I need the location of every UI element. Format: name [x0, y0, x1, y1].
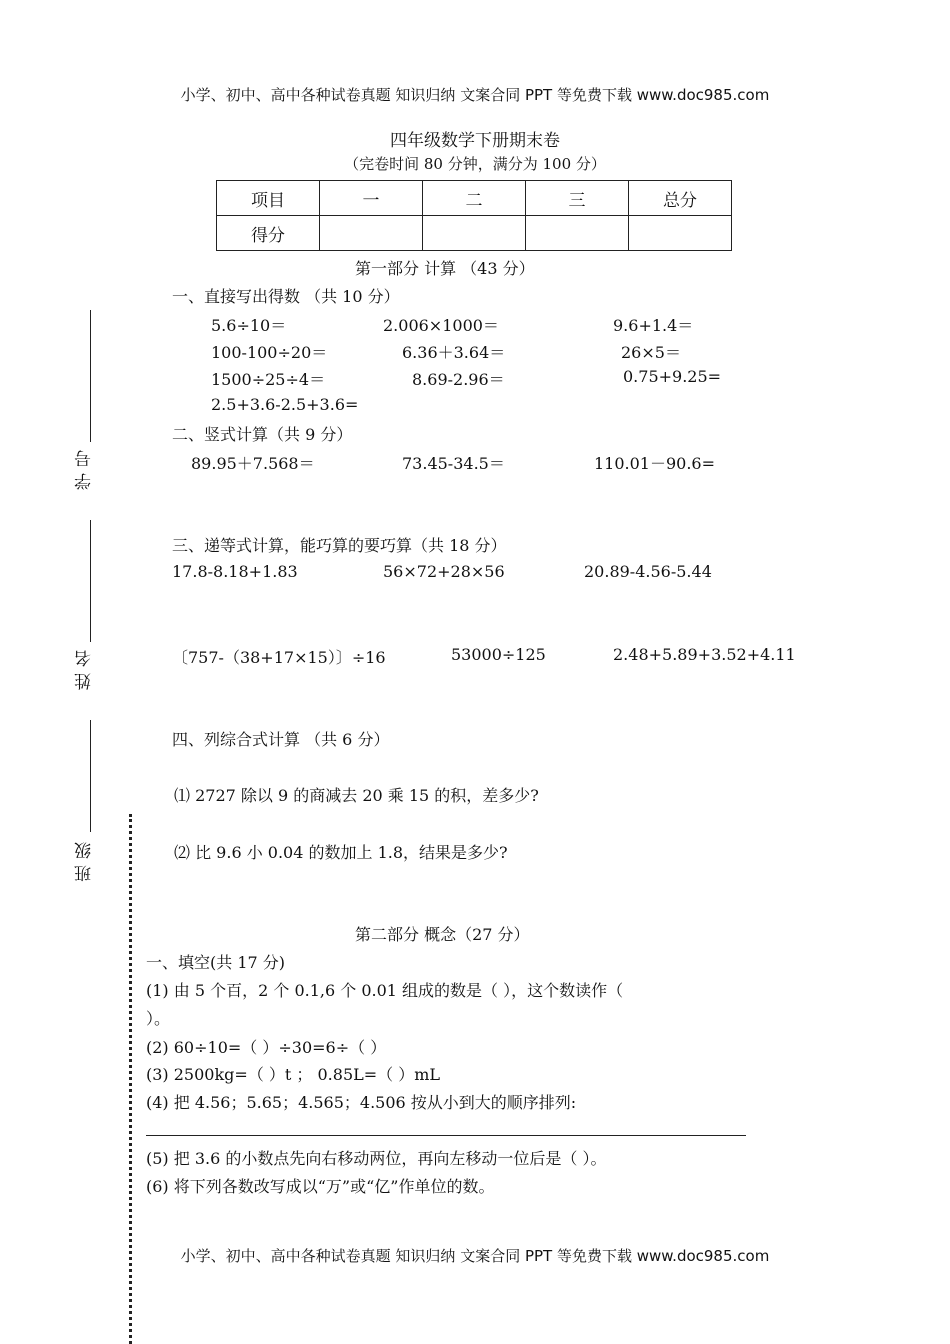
part1-q4-title: 四、列综合式计算 （共 6 分） [172, 730, 390, 749]
calc-item: 100-100÷20＝ [211, 343, 328, 362]
step-calc-item: 17.8-8.18+1.83 [172, 562, 298, 581]
fill-item: (4) 把 4.56；5.65；4.565；4.506 按从小到大的顺序排列: [146, 1093, 577, 1112]
score-table-header-row [217, 181, 732, 216]
vertical-calc-item: 73.45-34.5＝ [402, 454, 505, 473]
score-header-cell: 二 [423, 181, 526, 216]
score-table-score-row [217, 216, 732, 251]
class-label: 班级 [75, 836, 95, 882]
student-no-line [90, 310, 91, 442]
score-header-cell: 总分 [629, 181, 732, 216]
score-cell[interactable] [526, 216, 629, 251]
part1-q3-title: 三、递等式计算，能巧算的要巧算（共 18 分） [172, 536, 507, 555]
part2-q1-title: 一、填空(共 17 分) [146, 953, 286, 972]
score-table [216, 180, 732, 251]
step-calc-item: 20.89-4.56-5.44 [584, 562, 712, 581]
step-calc-item: 2.48+5.89+3.52+4.11 [613, 645, 796, 664]
part2-title: 第二部分 概念（27 分） [355, 925, 530, 944]
fill-item: ）。 [146, 1009, 171, 1028]
score-header-cell: 一 [320, 181, 423, 216]
page-footer: 小学、初中、高中各种试卷真题 知识归纳 文案合同 PPT 等免费下载 www.doc985.com [180, 1247, 770, 1265]
score-row-label: 得分 [217, 216, 320, 251]
score-cell[interactable] [320, 216, 423, 251]
calc-item: 5.6÷10＝ [211, 316, 287, 335]
part1-q1-title: 一、直接写出得数 （共 10 分） [172, 287, 400, 306]
student-no-label: 学号 [75, 444, 95, 490]
name-label: 姓名 [75, 644, 95, 690]
part1-title: 第一部分 计算 （43 分） [355, 259, 535, 278]
calc-item: 6.36＋3.64＝ [402, 343, 506, 362]
name-line [90, 520, 91, 642]
vertical-calc-item: 89.95＋7.568＝ [191, 454, 315, 473]
step-calc-item: 56×72+28×56 [383, 562, 505, 581]
fill-item: (6) 将下列各数改写成以“万”或“亿”作单位的数。 [146, 1177, 495, 1196]
word-problem: ⑴ 2727 除以 9 的商减去 20 乘 15 的积，差多少? [174, 786, 539, 805]
part1-q2-title: 二、竖式计算（共 9 分） [172, 425, 353, 444]
step-calc-item: 53000÷125 [451, 645, 546, 664]
calc-item: 26×5＝ [621, 343, 681, 362]
calc-item: 1500÷25÷4＝ [211, 370, 326, 389]
fill-item: (2) 60÷10=（ ）÷30=6÷（ ） [146, 1038, 387, 1057]
class-line [90, 720, 91, 832]
score-cell[interactable] [423, 216, 526, 251]
score-header-cell: 项目 [217, 181, 320, 216]
answer-line[interactable] [146, 1135, 746, 1136]
fill-item: (3) 2500kg=（ ）t ； 0.85L=（ ）mL [146, 1065, 441, 1084]
page-header: 小学、初中、高中各种试卷真题 知识归纳 文案合同 PPT 等免费下载 www.doc985.com [180, 86, 770, 104]
step-calc-item: 〔757-（38+17×15）〕÷16 [172, 648, 386, 667]
calc-item: 8.69-2.96＝ [412, 370, 505, 389]
fill-item: (5) 把 3.6 的小数点先向右移动两位，再向左移动一位后是（ ）。 [146, 1149, 607, 1168]
calc-item: 0.75+9.25= [623, 367, 722, 386]
vertical-calc-item: 110.01－90.6= [594, 454, 716, 473]
calc-item: 2.006×1000＝ [383, 316, 499, 335]
score-header-cell: 三 [526, 181, 629, 216]
exam-subtitle: （完卷时间 80 分钟，满分为 100 分） [344, 155, 606, 173]
exam-title: 四年级数学下册期末卷 [390, 131, 560, 151]
score-cell[interactable] [629, 216, 732, 251]
binding-dotted-line [129, 814, 132, 1344]
word-problem: ⑵ 比 9.6 小 0.04 的数加上 1.8，结果是多少? [174, 843, 508, 862]
fill-item: (1) 由 5 个百，2 个 0.1,6 个 0.01 组成的数是（ ），这个数读作（ [146, 981, 624, 1000]
calc-item: 9.6+1.4＝ [613, 316, 694, 335]
calc-item: 2.5+3.6-2.5+3.6= [211, 395, 359, 414]
